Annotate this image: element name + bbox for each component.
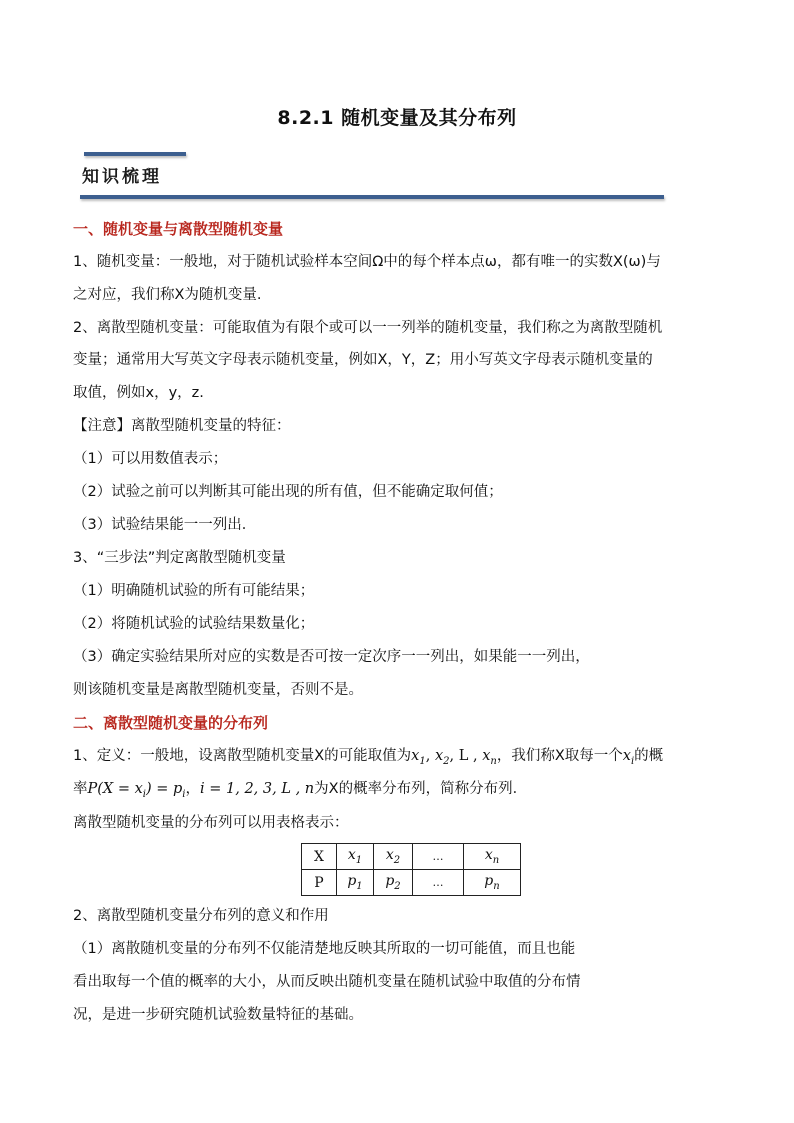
meaning-line1: （1）离散随机变量的分布列不仅能清楚地反映其所取的一切可能值，而且也能 (73, 941, 576, 957)
x2-symbol: $x_2$ (434, 748, 450, 767)
section-banner (72, 150, 672, 210)
para1-line1: 1、随机变量：一般地，对于随机试验样本空间Ω中的每个样本点ω，都有唯一的实数X(ω)与 (73, 254, 661, 270)
meaning-line3: 况，是进一步研究随机试验数量特征的基础。 (73, 1007, 363, 1023)
definition-text-a: 1、定义：一般地，设离散型随机变量X的可能取值为 (73, 748, 412, 764)
para3-heading: 3、“三步法”判定离散型随机变量 (73, 550, 286, 566)
table-cell: $p_1$ (337, 870, 374, 896)
table-cell: $p_n$ (464, 870, 521, 896)
probability-formula: $P(X = x_i) = p_i$ (87, 781, 186, 800)
banner-label: 知识梳理 (82, 167, 162, 187)
para-meaning-heading: 2、离散型随机变量分布列的意义和作用 (73, 908, 329, 924)
step-3-line2: 则该随机变量是离散型随机变量，否则不是。 (73, 682, 363, 698)
meaning-line2: 看出取每一个值的概率的大小，从而反映出随机变量在随机试验中取值的分布情 (73, 974, 581, 990)
para2-line2: 变量；通常用大写英文字母表示随机变量，例如X，Y，Z；用小写英文字母表示随机变量的 (73, 352, 653, 368)
note-heading: 【注意】离散型随机变量的特征： (73, 418, 291, 434)
table-row (302, 844, 521, 870)
note-item-3: （3）试验结果能一一列出． (73, 517, 257, 533)
table-cell: P (302, 870, 337, 896)
para2-line1: 2、离散型随机变量：可能取值为有限个或可以一一列举的随机变量，我们称之为离散型随机 (73, 320, 663, 336)
table-cell: … (413, 870, 464, 896)
xi-symbol: $x_i$ (622, 748, 635, 767)
definition-text-c: 的概 (634, 748, 664, 764)
para1-line2: 之对应，我们称X为随机变量. (73, 287, 262, 303)
definition-line2: 率$P(X = x_i) = p_i$，i = 1, 2, 3, L , n为X的概率分布列，简称分布列． (73, 781, 528, 800)
table-cell: $x_n$ (464, 844, 521, 870)
table-cell: … (413, 844, 464, 870)
step-2: （2）将随机试验的试验结果数量化； (73, 616, 315, 632)
table-cell: $x_1$ (337, 844, 374, 870)
page-title: 8.2.1 随机变量及其分布列 (277, 107, 517, 129)
section2-heading: 二、离散型随机变量的分布列 (73, 714, 269, 732)
note-item-1: （1）可以用数值表示； (73, 451, 228, 467)
para2-line3: 取值，例如x，y，z. (73, 385, 204, 401)
table-row (302, 870, 521, 896)
note-item-2: （2）试验之前可以判断其可能出现的所有值，但不能确定取何值； (73, 484, 503, 500)
banner-bottom-bar (80, 195, 664, 199)
table-cell: $p_2$ (374, 870, 413, 896)
step-1: （1）明确随机试验的所有可能结果； (73, 583, 315, 599)
table-cell: $x_2$ (374, 844, 413, 870)
definition-text-b: ，我们称X取每一个 (496, 748, 623, 764)
step-3-line1: （3）确定实验结果所对应的实数是否可按一定次序一一列出，如果能一一列出， (73, 649, 590, 665)
table-cell: X (302, 844, 337, 870)
table-intro: 离散型随机变量的分布列可以用表格表示： (73, 815, 349, 831)
distribution-table (301, 843, 521, 896)
section1-heading: 一、随机变量与离散型随机变量 (73, 220, 284, 238)
ellipsis-l: L (458, 748, 469, 764)
xn-symbol: $x_n$ (482, 748, 497, 767)
definition-line1: 1、定义：一般地，设离散型随机变量X的可能取值为$x_1$, $x_2$, L , $x_n$，我们称X取每一个$x_i$的概 (73, 748, 664, 767)
x1-symbol: $x_1$ (411, 748, 426, 767)
index-range: i = 1, 2, 3, L , n (200, 781, 315, 797)
banner-top-bar (84, 152, 186, 156)
